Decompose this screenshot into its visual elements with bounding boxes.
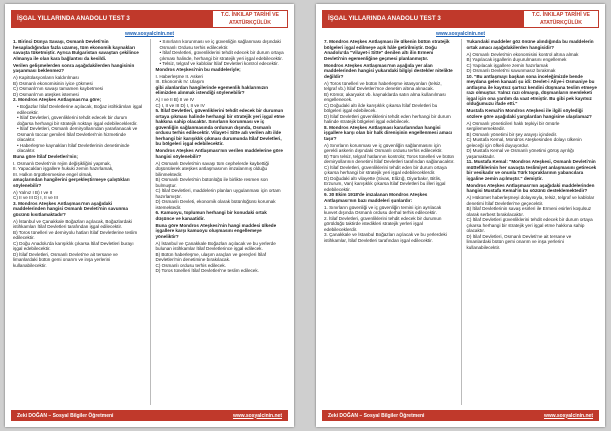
question-text: 3. Mondros Ateşkes Antlaşması'nın aşağıdaki maddelerinden hangisi Osmanlı Devleti'nin savunma gücünü kısıtlamaktadır? <box>13 200 128 217</box>
answer-option: A) Sınırların korunması ve iç güvenliğin sağlanmasını için gerekli askerin dışındaki Osmanlı ordusu terhis edilecektir. <box>324 142 443 153</box>
question-text: 6. Kamuoyu, toplumun herhangi bir konudaki ortak düşünce ve kanaatidir. <box>155 210 267 221</box>
answer-option: D) Osmanlı Devleti'ni savunmasız bırakmak <box>466 68 556 73</box>
footer-author: Zeki DOĞAN – Sosyal Bilgiler Öğretmeni <box>328 412 425 419</box>
footer-link[interactable]: www.sosyalcinin.net <box>233 412 282 419</box>
question-text: Mondros Ateşkes Antlaşması'nın aşağıdaki maddelerinden hangisi Mustafa Kemal'in bu sözünü desteklemektedir? <box>466 182 595 193</box>
question-text: Verilen gelişmelerden sonra aşağıdakilerden hangisinin yaşanması beklenmez? <box>13 62 135 73</box>
question-text: Mondros Ateşkes Antlaşması'nın aşağıda yer alan maddelerinden hangisi yukarıdaki bilgiyi destekler nitelikte değildir? <box>324 62 453 79</box>
answer-option: C) İtilaf Devletleri, maddelerin planları uygulanması için ortam hazırlamıştır. <box>155 188 281 199</box>
question-text: amaçlarından hangilerini gerçekleştirmeye çalıştıkları söylenebilir? <box>13 177 130 188</box>
answer-option: C) İtilaf Devletleri, güvenliklerini tehdit eden bir durum ortaya çıkarsa herhangi bir stratejik yeri işgal edebileceklerdir. <box>324 164 447 175</box>
answer-option: A) I ve II B) II ve IV <box>155 97 195 102</box>
question-text: 9. 30 Ekim 1918'de imzalanan Mondros Ateşkes Antlaşması'nın bazı maddeleri şunlardır: <box>324 192 428 203</box>
answer-option: D) Toros tünelleri İtilaf Devletleri'ne teslim edilecek. <box>155 268 259 273</box>
question-text: Yukarıdaki maddeler göz önüne alındığında bu maddelerin ortak amacı aşağıdakilerden hangisidir? <box>466 39 594 50</box>
question-text: gibi alanlardan hangilerinde egemenlik haklarımızın elimizden alınmak istendiği söylenebilir? <box>155 84 269 95</box>
answer-option: D) İtilaf Devletleri, Osmanlı Devleti'ne ait tersane ve limanlardaki bütün gemi onarım ve inşa yerlerini kullanabilecektir. <box>466 233 572 250</box>
answer-option: D) Mustafa Kemal ve Osmanlı yönetimi görüş ayrılığı yaşamaktadır. <box>466 148 574 159</box>
answer-option: III. Halkın örgütlenmesine engel olmak, <box>13 171 93 177</box>
right-page <box>316 4 605 427</box>
left-column <box>13 39 144 405</box>
question-text: Buna göre İtilaf Devletleri'nin; <box>13 153 78 159</box>
question-text: 5. İtilaf Devletleri, güvenliklerini tehdit edecek bir durumun ortaya çıkması halinde herhangi bir stratejik yeri işgal etme hakkına sahip olacaktır. Sınırların korunması ve iç güvenliğin sağlanmasında ordunun dışında, Osmanlı ordusu terhis edilecektir. Vilayet-i Sitte adı verilen altı ilde herhangi bir karışıklık çıkması durumunda İtilaf Devletleri, bu bölgeleri işgal edebilecektir. <box>155 108 285 146</box>
answer-option: A) Kapitülasyonların kaldırılması <box>13 75 79 80</box>
bullet-item: • Sınırların korunması ve iç güvenliğin sağlanması dışındaki Osmanlı Ordusu terhis edilecektir. <box>159 39 281 50</box>
bullet-item: • İtilaf Devletleri, güvenliklerini tehdit edecek bir durum ortaya çıkması halinde, herhangi bir stratejik yeri işgal edebilecektir. <box>159 50 284 61</box>
question-text: Mondros Ateşkes Antlaşması'nın verilen maddelerine göre hangisi söylenebilir? <box>155 148 283 159</box>
test-title: İŞGAL YILLARINDA ANADOLU TEST 3 <box>322 10 523 28</box>
answer-option: C) Osmanlı'nın savaşı tamamen kaybetmesi <box>13 86 103 91</box>
answer-option: C) Osmanlı ordusu terhis edilecek. <box>155 262 226 268</box>
bullet-item: • Haberleşme kaynakları İtilaf Devletlerinin denetiminde olacaktır. <box>17 142 130 153</box>
page-header <box>11 10 288 28</box>
page-footer <box>322 410 599 421</box>
question-text: Buna göre Mondros Ateşkesi'nin hangi maddesi ülkede işgallere karşı kamuoyu oluşmasını engellemeye yöneliktir? <box>155 222 277 239</box>
answer-option: I. Haberleşme II. Askeri <box>155 73 203 79</box>
right-column <box>150 39 287 405</box>
answer-option: B) Osmanlı yönetimi bir şey arayışı içindedir. <box>466 131 558 137</box>
answer-option: B) Osmanlı ekonomisinin iyice çökmesi <box>13 80 93 86</box>
answer-option: B) Osmanlı Devleti'nin bütünlüğü ile birlikte resmen son bulmuştur. <box>155 177 268 188</box>
answer-option: B) Tüm telsiz, telgraf hatlarının kontrolü; Toros tünelleri ve bütün demiryollarının denetimi İtilaf Devletleri tarafından sağlanacaktır. <box>324 153 455 164</box>
answer-option: C) Doğudaki altı ilde karışıklık çıkarsa İtilaf Devletleri bu bölgeleri işgal edebilecek. <box>324 102 438 113</box>
answer-option: B) İtilaf Devletlerinin savaş esirleri ile Ermeni esirleri koşulsuz olarak serbest bırakılacaktır. <box>466 206 592 217</box>
answer-option: B) Yapılacak işgallerin duyurulmasını engellemek <box>466 57 567 62</box>
question-text: 2. Mondros Ateşkes Antlaşması'na göre; <box>13 97 102 102</box>
answer-option: C) Mustafa Kemal, Mondros Ateşkesinden dolayı ülkenin geleceği için öfkeli duyuyordur. <box>466 137 582 148</box>
right-column <box>461 39 598 405</box>
answer-option: A) İstanbul ve Çanakkale Boğazları açılacak, Boğazlardaki istihkamları İtilaf Devletleri tarafından işgal edilecektir. <box>13 218 132 229</box>
page-header <box>322 10 599 28</box>
question-text: 10. "Bu antlaşmayı başkan sona inceleğimizde bende meydana gelen kanaati şu idi: Devlet-i Aliye-i Osmaniye bu antlaşma ile kayıtsız şartsız kendini düşmana teslim etmeye razı olmuştur. Yalnız razı olmayıp, düşmanların memleketi işgal için ona yardım da vaat etmiştir. Bu gibi pek kayıtsız olduğumuzu ifade etti." <box>466 73 597 106</box>
answer-option: C) I, II ve III D) I, II ve IV <box>155 102 205 108</box>
answer-option: III. Ekonomik IV. Ulaşım <box>155 79 205 84</box>
question-text: Mondros Ateşkesi'nin bu maddeleriyle; <box>155 66 241 72</box>
answer-option: C) Doğu Anadolu'da karışıklık çıkarsa İtilaf Devletleri burayı işgal edebilecektir. <box>13 240 134 251</box>
answer-option: A) Osmanlı Devleti'nin ekonomisini kontrol altına almak <box>466 51 579 57</box>
answer-option: B) Kömür, akaryakıt vb. kaynaklarda satın alma kullanılması engellenecek. <box>324 91 446 102</box>
answer-option: A) Hükümet haberleşmeyi dolayısıyla, telsiz, telgraf ve kablolar denetimi İtilaf Devletleri'ne geçecektir. <box>466 195 595 206</box>
answer-option: C) II ve III D) I, II ve III <box>13 195 58 200</box>
question-text: 7. Mondros Ateşkes Antlaşması ile ülkenin bütün stratejik bölgeleri işgal edilmeye açık hâle getirilmiştir. Doğu Anadolu'da "Vilayet-i Sitte" denilen altı ilin Ermeni Devleti'nin egemenliğine geçmesi planlanmıştır. <box>324 39 450 61</box>
answer-option: B) Bütün haberleşme, ulaşım araçları ve gereçleri İtilaf Devletleri'nin denetimine bırakılacak. <box>155 251 267 262</box>
answer-option: A) Osmanlı Devleti'nin savaşı tüm cephelerde kaybettiği düşünülerek ateşkes antlaşmasının imzalanmış olduğu bilinmektedir. <box>155 160 269 177</box>
answer-option: C) İtilaf Devletleri güvenliklerini tehdit edecek bir durum ortaya çıkarsa herhangi bir stratejik yeri işgal etme hakkına sahip olacaktır. <box>466 217 593 233</box>
answer-option: A) Osmanlı yöneticileri haklı tepkiyi bir ömürle sergilememektedir. <box>466 120 560 131</box>
question-text: 1. Birinci Dünya Savaşı, Osmanlı Devleti'nin hesapladığından fazla uzamış, tüm ekonomik kaynakları savaşta tüketmiştir. Ayrıca Bulgaristan savaştan çekilince Almanya ile olan kara bağlantısı da kesildi. <box>13 39 139 61</box>
answer-option: 2. İtilaf Devletleri, güvenliklerini tehdit edecek bir durumun görüldüğü taktirde istedikleri stratejik yerleri işgal edebileceklerdir. <box>324 215 442 232</box>
course-title: T.C. İNKILAP TARİHİ VE ATATÜRKÇÜLÜK <box>212 10 288 28</box>
answer-option: 1. Sınırların güvenliği ve iç güvenliğin temini için ayrılacak kuvvet dışında Osmanlı ordusu derhal terhis edilecektir. <box>324 204 442 215</box>
answer-option: B) Toros tünelleri ve demiryolu hatları İtilaf Devletlerine teslim edilecektir. <box>13 229 138 240</box>
answer-option: C) Yapılacak işgallere zemin hazırlamak <box>466 62 549 68</box>
answer-option: D) Doğudaki altı vilayette (Sivas, Elâzığ, Diyarbakır, Bitlis, Erzurum, Van) karışıklık çıkarsa İtilaf Devletleri bu illeri işgal edebilecektir. <box>324 175 446 192</box>
question-columns <box>324 39 597 405</box>
answer-option: II. Yapacakları işgallere hukuki zemin hazırlamak, <box>13 166 114 171</box>
question-text: 8. Mondros Ateşkes Antlaşması kararlarından hangisi işgallere karşı olan bir halk direnişinin engellenmesi amacı taşır? <box>324 124 453 141</box>
bullet-item: • İtilaf Devletleri, güvenliklerini tehdit edecek bir durum doğarsa herhangi bir stratejik noktayı işgal edebileceklerdir. <box>17 115 138 126</box>
page-footer <box>11 410 288 421</box>
answer-option: I. Osmanlı Devleti'nin rejim değişikliğini yapmak, <box>13 160 111 166</box>
answer-option: D) Osmanlı'nın ateşkes istemesi <box>13 91 79 97</box>
site-link[interactable]: www.sosyalcinin.net <box>125 31 174 37</box>
answer-option: A) İstanbul ve Çanakkale Boğazları açılacak ve bu yerlerde bulunan istihkamlar İtilaf Devletlerince işgal edilecek. <box>155 240 276 251</box>
footer-author: Zeki DOĞAN – Sosyal Bilgiler Öğretmeni <box>17 412 114 419</box>
course-title: T.C. İNKILAP TARİHİ VE ATATÜRKÇÜLÜK <box>523 10 599 28</box>
answer-option: A) Yalnız I B) I ve II <box>13 189 53 195</box>
bullet-item: • İtilaf Devletleri, Osmanlı demiryollarından yararlanacak ve Osmanlı tüccar gemileri İtilaf Devletleri'nin hizmetinde olacaktır. <box>17 126 138 142</box>
bullet-item: • Boğazlar İtilaf Devletlerine açılacak, Boğaz istihkâmları işgal edilecektir. <box>17 104 143 115</box>
answer-option: 3. Çanakkale ve İstanbul Boğazları açılacak ve bu yerlerdeki istihkamlar, İtilaf Devletleri tarafından işgal edilecektir. <box>324 232 447 243</box>
site-link[interactable]: www.sosyalcinin.net <box>436 31 485 37</box>
bullet-item: • Telsiz, telgraf ve kablolar İtilaf Devletleri kontrol edecektir. <box>159 61 279 66</box>
test-title: İŞGAL YILLARINDA ANADOLU TEST 3 <box>11 10 212 28</box>
question-columns <box>13 39 286 405</box>
left-column <box>324 39 455 405</box>
question-text: Mustafa Kemal'in Mondros Ateşkesi ile ilgili söylediği sözlere göre aşağıdaki yargılardan hangisine ulaşılamaz? <box>466 108 592 119</box>
answer-option: D) İtilaf Devletleri, Osmanlı Devleti'ne ait tersane ve limanlardaki bütün gemi onarım ve inşa yerlerini kullanabilecektir. <box>13 251 118 268</box>
left-page <box>5 4 294 427</box>
answer-option: D) İtilaf Devletleri güvenliklerini tehdit eden herhangi bir durum halinde stratejik bölgeleri işgal edebilecek. <box>324 113 451 124</box>
question-text: 11. Mustafa Kemal: "Mondros Ateşkesi, Osmanlı Devleti'nin müttefiklerinin her savaşta teslimiyet anlaşmasını getirecek bir vesikadır ve onunla Türk topraklarının yabancılara işgaline zemin açılmıştır." demiştir. <box>466 159 597 181</box>
answer-option: D) Osmanlı Devleti, ekonomik olarak bütünlüğünü korumak istemektedir. <box>155 199 276 210</box>
footer-link[interactable]: www.sosyalcinin.net <box>544 412 593 419</box>
answer-option: A) Toros tünelleri ve bütün haberleşme istasyonları (telsiz, telgraf vb.) İtilaf Devletleri'nce denetim altına alınacak. <box>324 80 442 91</box>
